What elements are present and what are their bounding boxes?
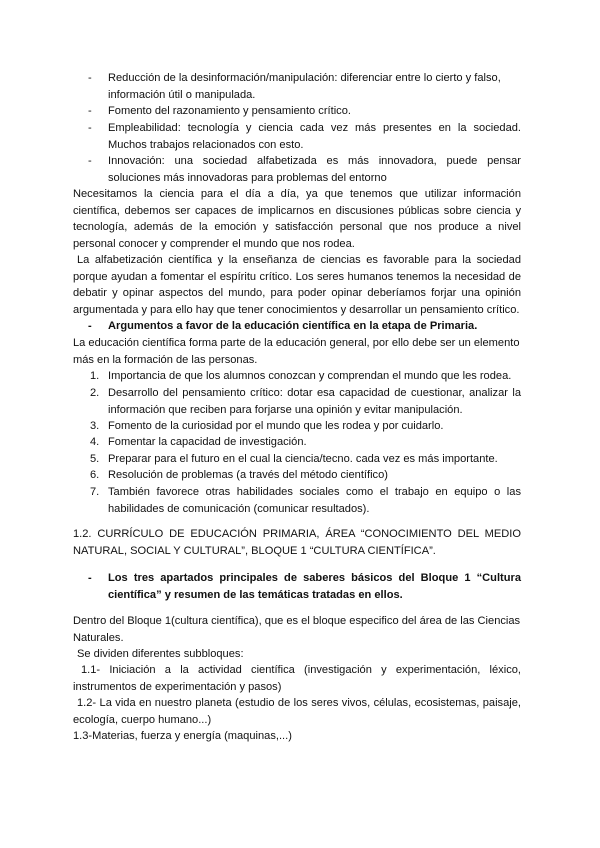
bullet-text: Innovación: una sociedad alfabetizada es más innovadora, puede pensar soluciones más innovadoras para problemas del entorno [108,155,521,184]
number-marker: 2. [90,387,100,399]
subblock-item: 1.2- La vida en nuestro planeta (estudio de los seres vivos, células, ecosistemas, paisaje, ecología, cuerpo humano...) [73,697,521,726]
paragraph: Necesitamos la ciencia para el día a día, ya que tenemos que utilizar información científica, debemos ser capaces de implicarnos en discusiones públicas sobre ciencia y tecnología, además de la emoción y satisfacción personal que nos produce a nivel personal conocer y comprender el mundo que nos rodea. [73,188,521,250]
bullet-marker: - [88,155,92,167]
list-item-text: Fomentar la capacidad de investigación. [108,436,307,448]
heading-text: Los tres apartados principales de saberes básicos del Bloque 1 “Cultura científica” y resumen de las temáticas tratadas en ellos. [108,572,521,601]
number-marker: 6. [90,469,100,481]
bullet-marker: - [88,572,92,584]
bullet-marker: - [88,320,92,332]
list-item-text: Desarrollo del pensamiento crítico: dotar esa capacidad de cuestionar, analizar la información que reciben para forjarse una opinión y evitar manipulación. [108,387,521,416]
list-item-text: Fomento de la curiosidad por el mundo que les rodea y por cuidarlo. [108,420,444,432]
list-item-text: También favorece otras habilidades sociales como el trabajo en equipo o las habilidades de comunicación (comunicar resultados). [108,486,521,515]
section-title: 1.2. CURRÍCULO DE EDUCACIÓN PRIMARIA, ÁREA “CONOCIMIENTO DEL MEDIO NATURAL, SOCIAL Y CULTURAL”, BLOQUE 1 “CULTURA CIENTÍFICA”. [73,528,521,557]
paragraph: La alfabetización científica y la enseñanza de ciencias es favorable para la sociedad porque ayudan a fomentar el espíritu crítico. Los seres humanos tenemos la necesidad de debatir y opinar aspectos del mundo, para poder opinar deberíamos forjar una opinión argumentada y para ello hay que tener conocimientos y desarrollar un pensamiento crítico. [73,254,521,316]
subblock-item: 1.1- Iniciación a la actividad científica (investigación y experimentación, léxico, instrumentos de experimentación y pasos) [73,664,521,693]
paragraph: La educación científica forma parte de la educación general, por ello debe ser un elemento más en la formación de las personas. [73,337,520,366]
bullet-text: Reducción de la desinformación/manipulación: diferenciar entre lo cierto y falso, información útil o manipulada. [108,72,501,101]
subblock-item: 1.3-Materias, fuerza y energía (maquinas,...) [73,730,292,742]
list-item-text: Resolución de problemas (a través del método científico) [108,469,388,481]
bullet-text: Empleabilidad: tecnología y ciencia cada vez más presentes en la sociedad. Muchos trabajos relacionados con esto. [108,122,521,151]
list-item-text: Preparar para el futuro en el cual la ciencia/tecno. cada vez es más importante. [108,453,498,465]
list-item-text: Importancia de que los alumnos conozcan y comprendan el mundo que les rodea. [108,370,512,382]
number-marker: 1. [90,370,100,382]
heading-text: Argumentos a favor de la educación científica en la etapa de Primaria. [108,320,478,332]
paragraph: Dentro del Bloque 1(cultura científica), que es el bloque especifico del área de las Ciencias Naturales. [73,615,521,644]
bullet-marker: - [88,105,92,117]
number-marker: 5. [90,453,100,465]
bullet-marker: - [88,122,92,134]
number-marker: 3. [90,420,100,432]
number-marker: 4. [90,436,100,448]
paragraph: Se dividen diferentes subbloques: [77,648,244,660]
bullet-text: Fomento del razonamiento y pensamiento crítico. [108,105,351,117]
number-marker: 7. [90,486,100,498]
bullet-marker: - [88,72,92,84]
